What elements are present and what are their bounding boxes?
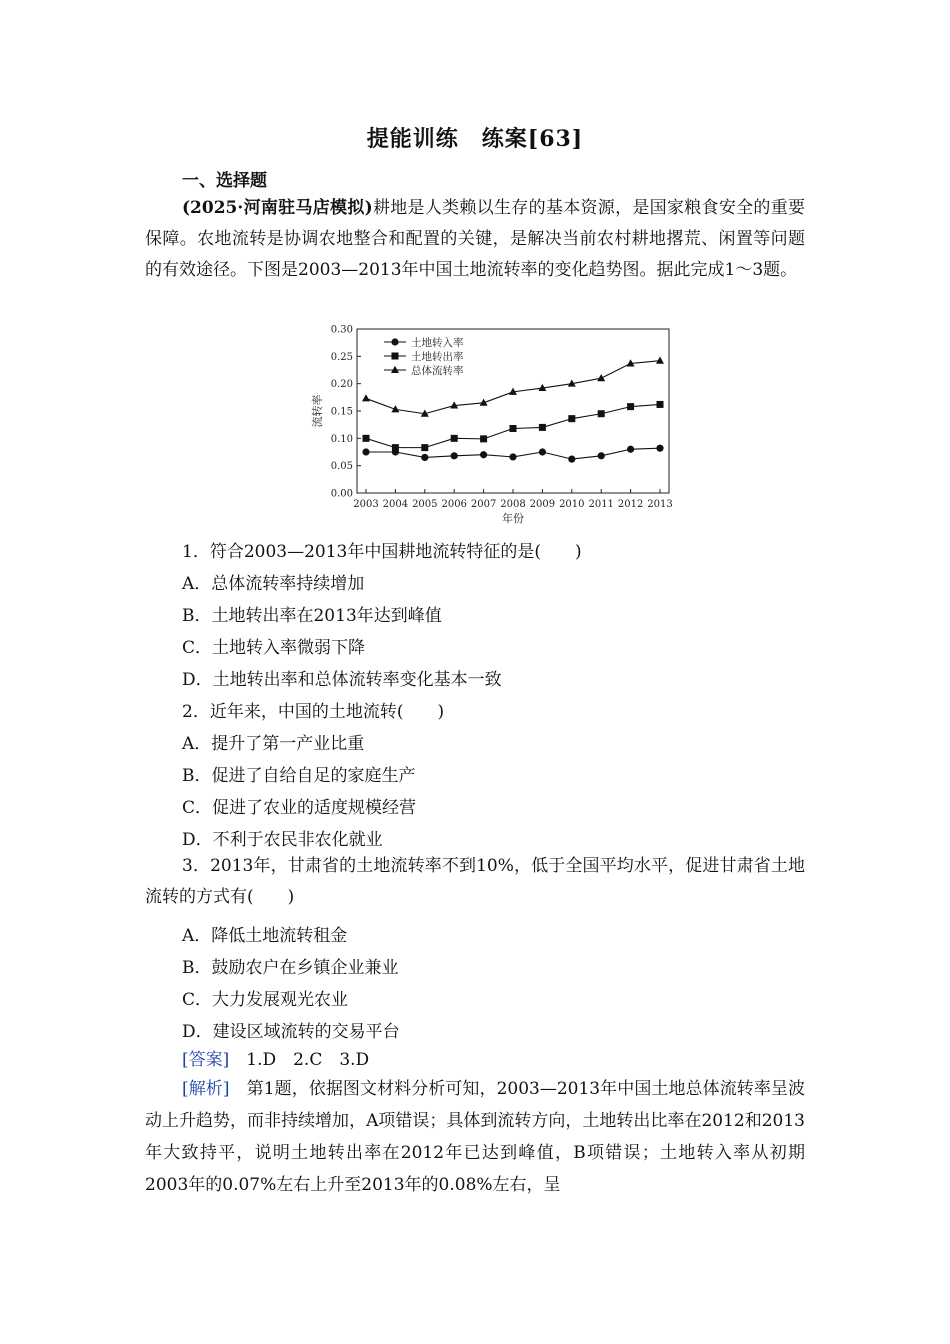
q2-option-c: C．促进了农业的适度规模经营 bbox=[182, 798, 417, 818]
legend-marker-transfer-out bbox=[392, 353, 399, 360]
x-tick-label: 2008 bbox=[500, 499, 526, 510]
data-point-transfer-in bbox=[421, 454, 428, 461]
q2-option-d: D．不利于农民非农化就业 bbox=[182, 830, 383, 850]
data-point-transfer-in bbox=[480, 451, 487, 458]
legend-label-total: 总体流转率 bbox=[411, 365, 464, 377]
data-point-transfer-out bbox=[510, 425, 517, 432]
y-axis-label: 流转率 bbox=[311, 394, 324, 428]
y-tick-label: 0.25 bbox=[330, 351, 353, 363]
answer-line bbox=[182, 1045, 369, 1070]
x-tick-label: 2003 bbox=[353, 499, 379, 510]
explanation-text: 第1题，依据图文材料分析可知，2003—2013年中国土地总体流转率呈波动上升趋势，而非持续增加，A项错误；具体到流转方向，土地转出比率在2012和2013年大致持平，说明土地转出率在2012年已达到峰值，B项错误；土地转入率从初期2003年的0.07%左右上升至2013年的0.08%左右，呈 bbox=[145, 1079, 806, 1195]
data-point-transfer-in bbox=[509, 453, 516, 460]
q1-stem: 1．符合2003—2013年中国耕地流转特征的是( ) bbox=[182, 542, 582, 562]
page-title: 提能训练 练案[63] bbox=[366, 126, 584, 152]
data-point-total bbox=[597, 374, 605, 381]
x-tick-label: 2005 bbox=[412, 499, 438, 510]
data-point-total bbox=[656, 357, 664, 364]
legend-label-transfer-out: 土地转出率 bbox=[411, 351, 464, 363]
data-point-transfer-out bbox=[539, 424, 546, 431]
q2-option-a: A．提升了第一产业比重 bbox=[182, 734, 365, 754]
q3-option-c: C．大力发展观光农业 bbox=[182, 990, 349, 1010]
legend-marker-total bbox=[391, 366, 399, 373]
legend-marker-transfer-in bbox=[391, 338, 398, 345]
y-tick-label: 0.15 bbox=[330, 406, 353, 418]
q2-stem: 2．近年来，中国的土地流转( ) bbox=[182, 702, 445, 722]
x-tick-label: 2013 bbox=[647, 499, 673, 510]
data-point-transfer-out bbox=[657, 401, 664, 408]
q1-option-c: C．土地转入率微弱下降 bbox=[182, 638, 366, 658]
answer-text: 1.D 2.C 3.D bbox=[229, 1050, 370, 1070]
x-tick-label: 2004 bbox=[382, 499, 409, 510]
q3-option-a: A．降低土地流转租金 bbox=[182, 926, 348, 946]
data-point-transfer-out bbox=[598, 410, 605, 417]
x-tick-label: 2011 bbox=[588, 499, 614, 510]
y-tick-label: 0.05 bbox=[330, 461, 353, 473]
data-point-transfer-in bbox=[627, 446, 634, 453]
data-point-transfer-in bbox=[539, 448, 546, 455]
y-tick-label: 0.00 bbox=[330, 488, 353, 500]
x-tick-label: 2007 bbox=[470, 499, 497, 510]
data-point-transfer-out bbox=[392, 444, 399, 451]
data-point-transfer-out bbox=[451, 435, 458, 442]
section-heading: 一、选择题 bbox=[182, 171, 267, 191]
intro-text: 耕地是人类赖以生存的基本资源，是国家粮食安全的重要保障。农地流转是协调农地整合和配置的关键，是解决当前农村耕地撂荒、闲置等问题的有效途径。下图是2003—2013年中国土地流转率的变化趋势图。据此完成1～3题。 bbox=[145, 198, 805, 280]
q3-option-b: B．鼓励农户在乡镇企业兼业 bbox=[182, 958, 399, 978]
data-point-transfer-in bbox=[362, 448, 369, 455]
q3-stem: 3．2013年，甘肃省的土地流转率不到10%，低于全国平均水平，促进甘肃省土地流转的方式有( ) bbox=[145, 856, 805, 907]
data-point-transfer-out bbox=[363, 435, 370, 442]
q1-option-d: D．土地转出率和总体流转率变化基本一致 bbox=[182, 670, 502, 690]
data-point-transfer-in bbox=[451, 452, 458, 459]
data-point-transfer-out bbox=[627, 403, 634, 410]
data-point-transfer-out bbox=[568, 415, 575, 422]
x-tick-label: 2009 bbox=[529, 499, 556, 510]
q2-option-b: B．促进了自给自足的家庭生产 bbox=[182, 766, 416, 786]
explanation-paragraph bbox=[145, 1073, 805, 1201]
data-point-transfer-in bbox=[568, 456, 575, 463]
intro-source: (2025·河南驻马店模拟) bbox=[182, 198, 373, 218]
data-point-total bbox=[362, 394, 370, 401]
answer-label: [答案] bbox=[182, 1050, 230, 1070]
land-transfer-chart bbox=[300, 320, 680, 530]
y-tick-label: 0.10 bbox=[330, 433, 353, 445]
x-tick-label: 2006 bbox=[441, 499, 467, 510]
q1-option-b: B．土地转出率在2013年达到峰值 bbox=[182, 606, 442, 626]
intro-paragraph bbox=[145, 193, 805, 286]
data-point-transfer-in bbox=[598, 452, 605, 459]
explanation-label: [解析] bbox=[182, 1079, 230, 1099]
x-axis-label: 年份 bbox=[502, 512, 524, 525]
q1-option-a: A．总体流转率持续增加 bbox=[182, 574, 365, 594]
y-tick-label: 0.30 bbox=[330, 324, 353, 336]
x-tick-label: 2010 bbox=[559, 499, 585, 510]
q3-option-d: D．建设区域流转的交易平台 bbox=[182, 1022, 400, 1042]
data-point-transfer-out bbox=[480, 435, 487, 442]
y-tick-label: 0.20 bbox=[330, 379, 353, 391]
data-point-transfer-out bbox=[421, 444, 428, 451]
legend-label-transfer-in: 土地转入率 bbox=[411, 337, 464, 349]
x-tick-label: 2012 bbox=[617, 499, 644, 510]
data-point-transfer-in bbox=[656, 445, 663, 452]
